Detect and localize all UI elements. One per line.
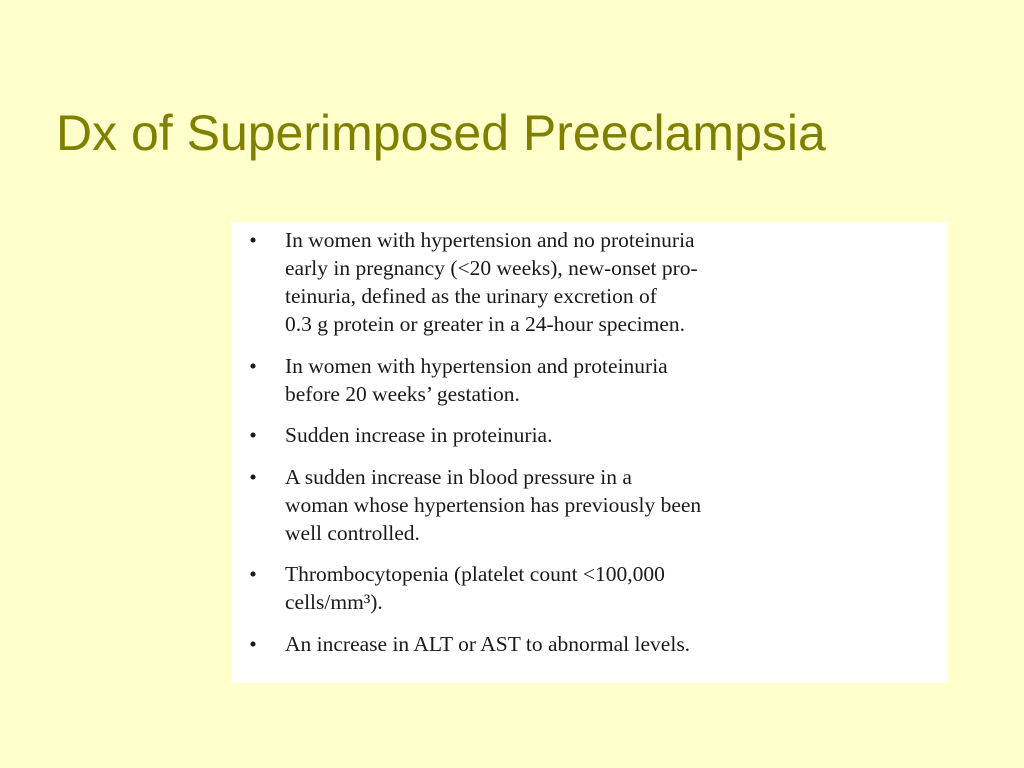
bullet-line: Sudden increase in proteinuria. <box>285 423 553 447</box>
bullet-icon: • <box>249 464 257 489</box>
bullet-line: Thrombocytopenia (platelet count <100,000 <box>285 562 665 586</box>
slide-title: Dx of Superimposed Preeclampsia <box>56 105 826 161</box>
bullet-list <box>245 226 938 658</box>
bullet-item <box>245 421 938 449</box>
bullet-line: well controlled. <box>285 520 420 545</box>
bullet-line: before 20 weeks’ gestation. <box>285 381 520 406</box>
bullet-line: An increase in ALT or AST to abnormal levels. <box>285 631 691 656</box>
bullet-item <box>245 560 938 616</box>
bullet-item <box>245 352 938 408</box>
bullet-item <box>245 463 938 547</box>
bullet-icon: • <box>249 423 257 447</box>
bullet-icon: • <box>249 228 257 252</box>
bullet-line: 0.3 g protein or greater in a 24-hour specimen. <box>285 312 686 336</box>
bullet-line: teinuria, defined as the urinary excretion of <box>285 284 657 308</box>
bullet-icon: • <box>249 562 257 586</box>
bullet-line: In women with hypertension and proteinuria <box>285 353 668 378</box>
bullet-line: A sudden increase in blood pressure in a <box>285 464 632 489</box>
bullet-line: woman whose hypertension has previously been <box>285 492 702 517</box>
bullet-line: early in pregnancy (<20 weeks), new-onset pro- <box>285 256 698 280</box>
bullet-line: cells/mm³). <box>285 590 383 614</box>
bullet-item <box>245 226 938 338</box>
bullet-icon: • <box>249 353 257 378</box>
bullet-item <box>245 630 938 658</box>
bullet-icon: • <box>249 631 257 656</box>
bullet-line: In women with hypertension and no proteinuria <box>285 228 695 252</box>
content-box <box>231 222 948 683</box>
